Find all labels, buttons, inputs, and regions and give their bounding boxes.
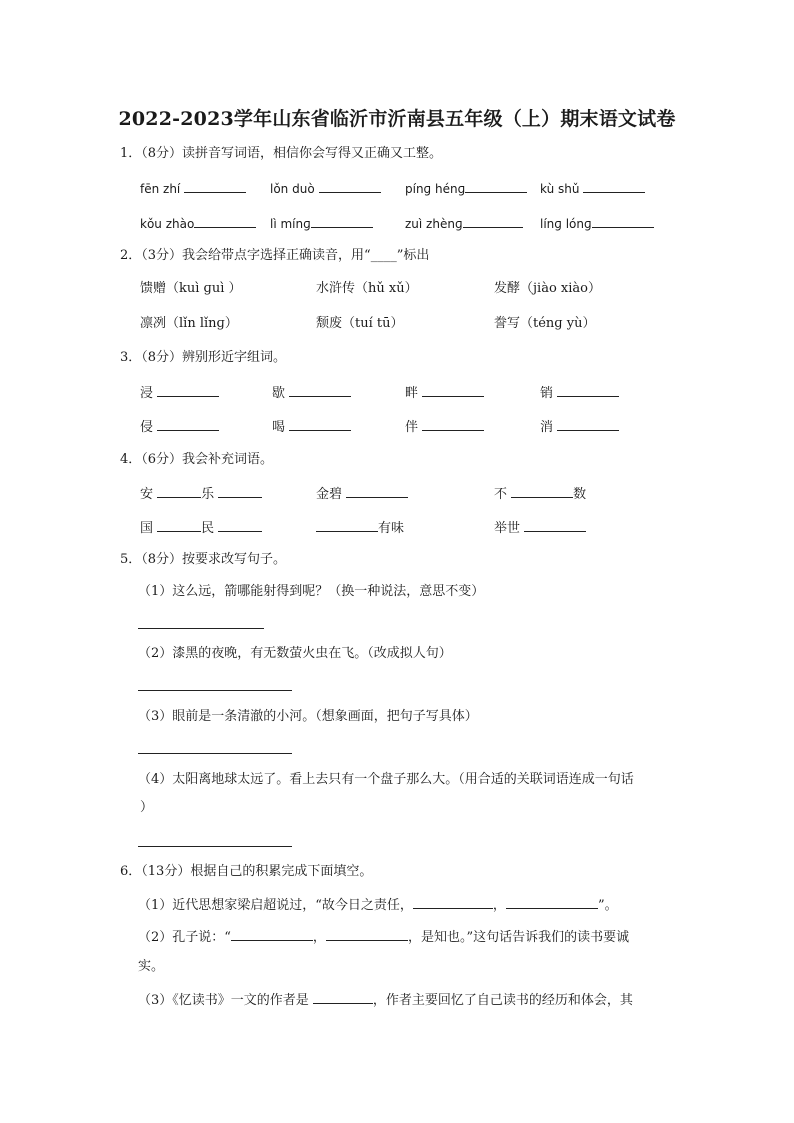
char-text: 畔 — [405, 386, 419, 401]
sentence-prompt: （2）漆黑的夜晚，有无数萤火虫在飞。（改成拟人句） — [138, 646, 452, 661]
pinyin-text: zuì zhènɡ — [405, 217, 463, 231]
sentence-text: （1）近代思想家梁启超说过，“故今日之责任， — [138, 898, 413, 913]
answer-blank[interactable] — [316, 519, 378, 532]
char-item — [540, 418, 619, 436]
char-item — [140, 384, 219, 402]
answer-blank[interactable] — [592, 215, 654, 228]
answer-blank[interactable] — [557, 384, 619, 397]
answer-blank[interactable] — [157, 485, 201, 498]
pinyin-text: kǒu zhào — [140, 217, 195, 231]
pinyin-text: línɡ lónɡ — [540, 217, 592, 231]
answer-blank[interactable] — [289, 418, 351, 431]
char-text: 伴 — [405, 420, 419, 435]
char-text: 侵 — [140, 420, 154, 435]
pinyin-item — [270, 180, 381, 197]
answer-blank[interactable] — [326, 928, 408, 941]
fill-sentence — [138, 928, 629, 946]
char-text: 喝 — [272, 420, 286, 435]
char-item — [140, 418, 219, 436]
sentence-text: ， — [492, 898, 506, 913]
idiom-char: 安 — [140, 487, 154, 502]
answer-blank[interactable] — [218, 519, 262, 532]
sentence-text: ，作者主要回忆了自己读书的经历和体会，其 — [372, 993, 633, 1008]
char-item — [272, 384, 351, 402]
answer-line[interactable] — [138, 614, 264, 634]
idiom-item — [316, 519, 404, 537]
question-6-label: 6．（13分）根据自己的积累完成下面填空。 — [120, 864, 373, 879]
char-item — [405, 418, 484, 436]
answer-blank[interactable] — [319, 180, 381, 193]
fill-sentence — [138, 896, 618, 914]
char-text: 消 — [540, 420, 554, 435]
sentence-text: （3）《忆读书》一文的作者是 — [138, 993, 313, 1008]
sentence-text: ”。 — [597, 898, 618, 913]
idiom-char: 国 — [140, 521, 154, 536]
idiom-char: 举世 — [494, 521, 521, 536]
answer-blank[interactable] — [463, 215, 523, 228]
char-item — [540, 384, 619, 402]
answer-line[interactable] — [138, 676, 292, 696]
idiom-char: 有味 — [378, 521, 405, 536]
sentence-prompt: （3）眼前是一条清澈的小河。（想象画面，把句子写具体） — [138, 709, 478, 724]
fill-sentence — [138, 991, 633, 1009]
idiom-char: 不 — [494, 487, 508, 502]
answer-blank[interactable] — [218, 485, 262, 498]
answer-blank[interactable] — [422, 384, 484, 397]
pinyin-item — [270, 215, 373, 232]
idiom-item — [316, 485, 408, 503]
answer-blank[interactable] — [346, 485, 408, 498]
pinyin-text: lǒn duò — [270, 182, 315, 196]
answer-blank[interactable] — [413, 896, 493, 909]
sentence-prompt: （1）这么远，箭哪能射得到呢？（换一种说法，意思不变） — [138, 584, 485, 599]
question-3-label: 3．（8分）辨别形近字组词。 — [120, 350, 287, 365]
char-text: 歇 — [272, 386, 286, 401]
idiom-item — [494, 485, 586, 503]
pinyin-item — [540, 180, 645, 197]
question-2-label: 2．（3分）我会给带点字选择正确读音，用“____”标出 — [120, 248, 430, 263]
answer-blank[interactable] — [311, 215, 373, 228]
pinyin-item — [405, 180, 527, 197]
sentence-text: ，是知也。”这句话告诉我们的读书要诚 — [407, 930, 630, 945]
char-item — [405, 384, 484, 402]
idiom-char: 乐 — [201, 487, 215, 502]
answer-blank[interactable] — [231, 928, 313, 941]
question-1-label: 1．（8分）读拼音写词语，相信你会写得又正确又工整。 — [120, 146, 443, 161]
answer-blank[interactable] — [157, 384, 219, 397]
pinyin-item — [405, 215, 523, 232]
sentence-prompt-end: ） — [140, 800, 154, 815]
page-title: 2022-2023学年山东省临沂市沂南县五年级（上）期末语文试卷 — [118, 108, 676, 130]
idiom-item — [140, 485, 262, 503]
idiom-item — [494, 519, 586, 537]
sentence-text: （2）孔子说：“ — [138, 930, 231, 945]
answer-line[interactable] — [138, 832, 292, 852]
question-5-label: 5．（8分）按要求改写句子。 — [120, 552, 287, 567]
answer-blank[interactable] — [557, 418, 619, 431]
sentence-prompt: （4）太阳离地球太远了。看上去只有一个盘子那么大。（用合适的关联词语连成一句话 — [138, 772, 634, 787]
char-text: 浸 — [140, 386, 154, 401]
answer-blank[interactable] — [506, 896, 598, 909]
char-text: 销 — [540, 386, 554, 401]
pronunciation-choice[interactable]: 凛冽（lǐn lǐnɡ） — [140, 316, 238, 331]
char-item — [272, 418, 351, 436]
sentence-continuation: 实。 — [138, 959, 165, 974]
idiom-item — [140, 519, 262, 537]
answer-blank[interactable] — [289, 384, 351, 397]
answer-blank[interactable] — [194, 215, 256, 228]
answer-blank[interactable] — [157, 418, 219, 431]
pinyin-text: kù shǔ — [540, 182, 580, 196]
pinyin-item — [140, 180, 246, 197]
answer-blank[interactable] — [511, 485, 573, 498]
answer-line[interactable] — [138, 739, 292, 759]
pronunciation-choice[interactable]: 馈赠（kuì ɡuì ） — [140, 281, 242, 296]
pinyin-text: fēn zhí — [140, 182, 181, 196]
answer-blank[interactable] — [184, 180, 246, 193]
pinyin-text: pínɡ hénɡ — [405, 182, 466, 196]
sentence-text: ， — [312, 930, 326, 945]
pronunciation-choice[interactable]: 发酵（jiào xiào） — [494, 281, 601, 296]
pinyin-item — [540, 215, 654, 232]
answer-blank[interactable] — [313, 991, 373, 1004]
answer-blank[interactable] — [422, 418, 484, 431]
pronunciation-choice[interactable]: 誊写（ténɡ yù） — [494, 316, 596, 331]
idiom-char: 民 — [201, 521, 215, 536]
idiom-char: 金碧 — [316, 487, 343, 502]
answer-blank[interactable] — [524, 519, 586, 532]
pronunciation-choice[interactable]: 颓废（tuí tū） — [316, 316, 404, 331]
question-4-label: 4．（6分）我会补充词语。 — [120, 452, 274, 467]
pinyin-text: lì mínɡ — [270, 217, 311, 231]
answer-blank[interactable] — [465, 180, 527, 193]
answer-blank[interactable] — [157, 519, 201, 532]
idiom-char: 数 — [573, 487, 587, 502]
answer-blank[interactable] — [583, 180, 645, 193]
pinyin-item — [140, 215, 256, 232]
pronunciation-choice[interactable]: 水浒传（hǔ xǔ） — [316, 281, 418, 296]
